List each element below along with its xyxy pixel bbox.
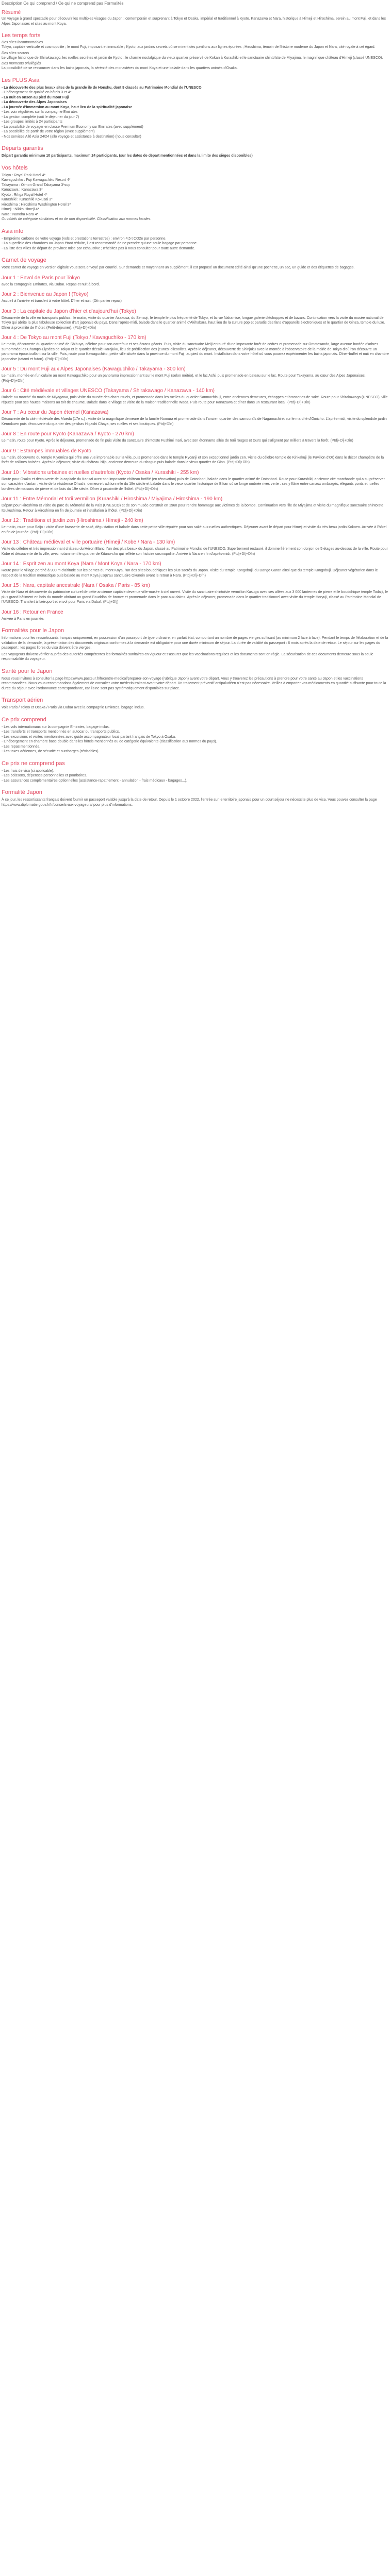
day-text-body: Découverte de la ville en transports publics : le matin, visite du quartier Asakusa, du Sensoji, le temple le plus fréquenté de Tokyo, et la rue Nakamise, longue galerie d'échoppes et de bazars. Continuation vers la visite du musée national de Tokyo qui abrite la plus fabuleuse collection d'art japonais du pays. Dans l'après-midi, balade dans le quartier animé d'Akihabara, haut lieu de la culture pop et paradis des fans d'appareils électroniques et le quartier de Ginza, temple du luxe. Dîner à proximité de l'hôtel. (Petit-déjeuner). — [2, 316, 385, 330]
list-item: - Les taxes aériennes, de sécurité et surcharges (révisables). — [2, 750, 100, 753]
hotels-list — [2, 173, 389, 222]
breadcrumb: Description Ce qui comprend / Ce qui ne comprend pas Formalités — [2, 1, 124, 6]
itinerary-day — [2, 388, 389, 405]
day-meals: (Ptdj+Dîj+Dîn) — [2, 379, 25, 383]
day-text — [2, 374, 389, 383]
day-meals: (Ptdj+Dîj+Dîn) — [135, 487, 158, 491]
day-text-body: La matin, découverte du temple Kiyomizu qui offre une vue imprenable sur la ville, puis promenade dans le temple Ryoanji et son exceptionnel jardin zen. Visite du célèbre temple de Kinkakuji (le Pavillon d'Or) dans le décor champêtre de la forêt de collines boisées. Après le déjeuner, visite du château Nijo, ancienne demeure du shogun puis balade dans le vieux quartier de Gion. — [2, 455, 384, 464]
list-item: - Les excursions et visites mentionnées avec guide accompagnateur local parlant français de Tokyo à Osaka. — [2, 735, 176, 739]
day-text-body: Le matin, route pour Saijo : visite d'une brasserie de saké, dégustation et balade dans cette petite ville réputée pour son saké aux ruelles authentiques. Déjeuner avant le départ pour Himeji et visite du très beau jardin Kokoen. Arrivée à l'hôtel en fin de journée. — [2, 526, 387, 534]
hotel-note: Ou hôtels de catégorie similaires et ou de non disponibilité. Classification aux normes locales. — [2, 217, 152, 221]
plus-title: Les PLUS Asia — [2, 77, 40, 83]
plus-section — [2, 77, 389, 140]
carnet-text: Votre carnet de voyage en version digitale vous sera envoyé par courriel. Sur demande et moyennant un supplément, il est proposé un document édité ainsi qu'une pochette, un sac, un guide et des étiquettes de bagages. — [2, 266, 355, 269]
day-text: Arrivée à Paris en journée. — [2, 617, 44, 621]
carnet-section — [2, 257, 389, 270]
list-item: - La découverte des plus beaux sites de la grande île de Honshu, dont 9 classés au Patrimoine Mondial de l'UNESCO — [2, 86, 202, 90]
sante-text: Nous vous invitons à consulter la page https://www.pasteur.fr/fr/centre-medical/preparer-son-voyage (rubrique Japon) avant votre départ. Vous y trouverez les précautions à prendre pour votre santé au Japon et les vaccinations recommandées. Nous vous recommandons également de consulter votre médecin traitant avant votre départ. Un traitement préventif antipaludéen n'est pas nécessaire. Veillez à emporter vos médicaments en quantité suffisante pour toute la durée du séjour avec l'ordonnance correspondante, car ils ne sont pas systématiquement disponibles sur place. — [2, 676, 386, 690]
highlight-group-text: La possibilité de se ressourcer dans les bains japonais, la sérénité des monastères du mont Koya et une balade dans les quartiers animés d'Osaka. — [2, 66, 238, 70]
day-title: Jour 8 : En route pour Kyoto (Kanazawa / Kyoto - 270 km) — [2, 431, 134, 437]
day-text: Accueil à l'arrivée et transfert à votre hôtel. Dîner et nuit. (Dîn panier repas) — [2, 299, 122, 303]
day-text — [2, 503, 389, 513]
inclus-section — [2, 717, 389, 754]
highlight-group-text: Tokyo, capitale verticale et cosmopolite ; le mont Fuji, imposant et immuable ; Kyoto, aux jardins secrets où se mirent des pavillons aux lignes épurées ; Hiroshima, témoin de l'histoire moderne du Japon et Nara, cité royale à cet égard. — [2, 45, 376, 49]
list-item: - Les frais de visa (si applicable). — [2, 769, 54, 773]
day-meals: (Ptdj+Dîj) — [103, 600, 119, 604]
info-title: Asia info — [2, 228, 24, 234]
list-item: - La possibilité de partir de votre région (avec supplément) — [2, 130, 95, 133]
day-text — [2, 568, 389, 578]
list-item: - La nuit en onsen au pied du mont Fuji — [2, 95, 69, 99]
itinerary-day — [2, 292, 389, 304]
day-meals: (Ptdj+Dîj+Dîn) — [45, 357, 69, 361]
itinerary-day — [2, 609, 389, 622]
highlight-group-title: Des sites incontournables — [2, 41, 43, 44]
day-text — [2, 438, 389, 444]
day-title: Jour 9 : Estampes immuables de Kyoto — [2, 448, 91, 454]
itinerary-day — [2, 275, 389, 287]
day-text-body: Route pour Osaka et découverte de la capitale du Kansai avec son imposante château fortifié (en rénovation) puis de Dotonbori, balade dans le quartier animé de Dotonbori. Route pour Kurashiki, ancienne cité marchande qui a su préserver son caractère d'antan ; visite de la résidence Ohashi, demeure traditionnelle du 18e siècle et balade dans le vieux quartier historique de Bikan où se longe ombrée rives verte : ses y flâne entre canaux ombragés, élégants ponts et ruelles bordées de maisons de pierre et de bois du 19e siècle. Dîner à proximité de l'hôtel. — [2, 477, 385, 491]
day-title: Jour 3 : La capitale du Japon d'hier et d'aujourd'hui (Tokyo) — [2, 308, 136, 314]
hotel-item: Kyoto : Rihga Royal Hotel 4* — [2, 193, 47, 197]
day-text-body: Route pour le village perché à 900 m d'altitude sur les pentes du mont Koya, l'un des sites bouddhiques les plus sacrés du Japon. Visite du temple Kongobuji, du Dango Garan ainsi que du temple Kongobuji. Déjeuner végétarien dans le respect de la tradition monastique puis balade au mont Koya jusqu'au sanctuaire Okunoin avant le retour à Nara. — [2, 569, 378, 578]
day-text — [2, 417, 389, 427]
day-meals: (Ptdj+Dîj+Dîn) — [232, 552, 255, 556]
itinerary-day — [2, 431, 389, 444]
day-text-body: Découverte de la cité médiévale des Maeda (17e s.) : visite de la magnifique demeure de la famille Nomura et promenade dans l'ancien quartier des samouraïs de Nagamachi et sur le marché d'Omicho. L'après-midi, visite du splendide jardin Kenrokuen puis découverte du quartier des geishas Higashi Chaya, ses ruelles et ses boutiques. — [2, 417, 387, 426]
list-item: - L'hébergement de qualité en hôtels 3 et 4* — [2, 91, 72, 94]
day-meals: (Ptdj+Dîj+Dîn) — [30, 530, 54, 534]
itinerary-day — [2, 410, 389, 427]
hotel-item: Kurashiki : Kurashiki Kokusai 3* — [2, 198, 53, 201]
list-item: - L'hébergement en chambre base double dans les hôtels mentionnés ou de catégorie équivalente (classification aux normes du pays). — [2, 740, 217, 743]
itinerary-day — [2, 335, 389, 362]
formalites-japon-text: À ce jour, les ressortissants français doivent fournir un passeport valable jusqu'à la date de retour. Depuis le 1 octobre 2022, l'entrée sur le territoire japonais pour un court séjour ne nécessite plus de visa. Vous pouvez consulter la page https://www.diplomatie.gouv.fr/fr/conseils-aux-voyageurs/ pour plus d'informations. — [2, 798, 377, 807]
itinerary-day — [2, 470, 389, 492]
hotels-title: Vos hôtels — [2, 164, 28, 171]
day-text-body: Le matin, route pour Kyoto. Après le déjeuner, promenade de fin puis visite du sanctuaire shintoïste Fushimi Inari, avec son étonnante allée de torii rouges et tours qui s'alignent par milliers à travers la forêt. — [2, 439, 330, 443]
day-text-body: Visite de Nara et découverte du patrimoine culturel de cette ancienne capitale devenue ville-musée à ciel ouvert. Visite du sanctuaire shintoïste vermillon Kasuga avec ses allées aux 3 000 lanternes de pierre et le bouddhique temple Todaiji, le plus grand bâtiment en bois du monde abritant un grand Bouddha de bronze et promenade dans le parc aux daims. Après le déjeuner, promenade dans le quartier traditionnel avec visite du temple Horyuji, classé au Patrimoine Mondial de l'UNESCO. Transfert à l'aéroport et envol pour Paris via Dubaï. — [2, 590, 388, 604]
list-item: - Les boissons, dépenses personnelles et pourboires. — [2, 774, 87, 777]
day-text-body: Départ pour Hiroshima et visite du parc du Mémorial de la Paix (UNESCO) et de son musée construit en 1960 pour rendre hommage aux victimes de la bombe. Continuation vers l'île de Miyajima et visite du magnifique sanctuaire shintoïste Itsukushima. Retour à Hiroshima en fin de journée et installation à l'hôtel. — [2, 504, 384, 513]
list-item: - Les vols internationaux sur la compagnie Emirates, bagage inclus. — [2, 725, 110, 729]
day-title: Jour 10 : Vibrations urbaines et ruelles d'autrefois (Kyoto / Osaka / Kurashiki - 255 km) — [2, 469, 199, 476]
hotel-item: Kanazawa : Kanazawa 3* — [2, 188, 43, 192]
itinerary-day — [2, 496, 389, 513]
intro-section — [2, 10, 389, 26]
departures-title: Départs garantis — [2, 145, 43, 151]
day-text — [2, 477, 389, 492]
day-text-body: Le matin, découverte du quartier animé de Shibuya, célèbre pour son carrefour et ses écrans géants. Puis, visite du sanctuaire Meiji entouré d'une imposante forêt de cèdres et promenade sur Omotesando, large avenue bordée d'arbres surnommée les Champs-Élysées de Tokyo et le quartier décalé Harajuku, lieu de prédilection des jeunes lolicoolists. Après le déjeuner, découverte de Shinjuku avec la montée à l'observatoire de la mairie de Tokyo d'où l'on découvre un panorama époustouflant sur la ville. Puis, route pour Kawaguchiko, petite ville située dans la province du mont Fuji, au pied du mont. Installation dans votre hôtel où vous pourrez expérimenter les bains japonais. Dîner-buffet et nuit en chambre japonaise (tatami et futon). — [2, 343, 389, 361]
highlights-title: Les temps forts — [2, 32, 41, 39]
highlight-group-title: Des sites secrets — [2, 51, 29, 55]
day-title: Jour 1 : Envol de Paris pour Tokyo — [2, 275, 80, 281]
list-item: - La possibilité de voyager en classe Premium Economy sur Emirates (avec supplément) — [2, 125, 143, 129]
itinerary-section — [2, 275, 389, 622]
day-title: Jour 15 : Nara, capitale ancestrale (Nara / Osaka / Paris - 85 km) — [2, 583, 150, 588]
info-list — [2, 236, 389, 251]
transport-title: Transport aérien — [2, 697, 43, 703]
page — [0, 0, 391, 807]
hotel-item: Himeji : Nikko Himeji 4* — [2, 208, 39, 211]
non-inclus-title: Ce prix ne comprend pas — [2, 760, 65, 767]
day-text — [2, 316, 389, 331]
transport-text: Vols Paris / Tokyo et Osaka / Paris via Dubaï avec la compagnie Emirates, bagage inclus. — [2, 706, 145, 709]
day-meals: (Ptdj+Dîj+Dîn) — [330, 439, 353, 443]
plus-list — [2, 86, 389, 140]
formalites-france-text: Informations pour les ressortissants français uniquement, en possession d'un passeport de type ordinaire, en parfait état, comportant un nombre de pages vierges suffisant (au minimum 2 face à face). Pendant le temps de l'élaboration et de la validation de la demande, la présentation des documents originaux conformes à la demande est obligatoire pour une durée minimum de séjour. La durée de validité du passeport : 6 mois après la date de retour. Le séjour sur les pages du passeport : les pages libres du visa doivent être vierges. — [2, 636, 388, 650]
day-title: Jour 14 : Esprit zen au mont Koya (Nara / Mont Koya / Nara - 170 km) — [2, 561, 161, 567]
hotel-item: Tokyo : Royal Park Hotel 4* — [2, 173, 46, 177]
day-text-body: Balade au marché du matin de Miyagawa, puis visite du musée des chars rituels, et promenade dans les ruelles du quartier Sanmachisuji, entre anciennes demeures, échoppes et brasseries de saké. Route pour Shirakawago (UNESCO), ville réputée pour ses hautes maisons au toit de chaume. Balade dans le village et visite de la maison traditionnelle Wada. Puis route pour Kanazawa et dîner dans un restaurant local. — [2, 396, 388, 404]
formalites-france-section — [2, 628, 389, 662]
list-item: - Nos services Allô Asia 24/24 (allo voyage et assistance à destination) (nous consulter) — [2, 134, 141, 139]
day-text — [2, 395, 389, 405]
list-item: - Les transferts et transports mentionnés en autocar ou transports publics. — [2, 730, 120, 734]
day-text-body: Le matin, montée en funiculaire au mont Kawaguchiko pour un panorama impressionnant sur le mont Fuji (selon météo), et le lac Ashi, puis promenade en bateau sur le lac. Route pour Takayama, au cœur des Alpes Japonaises. — [2, 374, 366, 378]
day-title: Jour 7 : Au cœur du Japon éternel (Kanazawa) — [2, 410, 109, 415]
itinerary-day — [2, 539, 389, 556]
day-text: avec la compagnie Emirates, via Dubaï. Repas et nuit à bord. — [2, 282, 100, 286]
list-item: - La journée d'immersion au mont Koya, haut lieu de la spiritualité japonaise — [2, 105, 133, 109]
list-item: - La découverte des Alpes Japonaises — [2, 100, 67, 104]
day-title: Jour 13 : Château médiéval et ville portuaire (Himeji / Kobe / Nara - 130 km) — [2, 539, 175, 545]
list-item: - Les repas mentionnés. — [2, 744, 41, 749]
itinerary-day — [2, 583, 389, 605]
info-section — [2, 228, 389, 251]
highlight-group-text: Le village historique de Shirakawago, les ruelles secrètes et jardin de Kyoto ; le charme nostalgique du vieux quartier préservé de Kokan à Kurashiki et le sanctuaire shintoïste de Miyajima, le magnifique château d'Himeji (classé UNESCO). — [2, 56, 383, 60]
inclus-list — [2, 725, 389, 754]
day-text — [2, 455, 389, 465]
day-title: Jour 6 : Cité médiévale et villages UNESCO (Takayama / Shirakawago / Kanazawa - 140 km) — [2, 388, 215, 394]
list-item: - Les groupes limités à 24 participants — [2, 120, 62, 124]
day-meals: (Ptdj+Dîn) — [157, 422, 174, 426]
formalites-japon-section — [2, 789, 389, 807]
day-text — [2, 342, 389, 362]
hotel-item: Nara : Nanoha Nara 4* — [2, 212, 39, 216]
hotels-section — [2, 165, 389, 222]
highlights-section — [2, 32, 389, 71]
hotel-item: Takayama : Oimon Grand Takayama 3*sup — [2, 183, 71, 187]
day-title: Jour 5 : Du mont Fuji aux Alpes Japonaises (Kawaguchiko / Takayama - 300 km) — [2, 366, 186, 372]
hotel-item: Kawaguchiko : Fuji Kawaguchiko Resort 4* — [2, 178, 71, 182]
list-item: - La gestion complète (soit le déjeuner du jour 7) — [2, 115, 79, 119]
formalites-france-title: Formalités pour le Japon — [2, 628, 64, 634]
formalites-france-note: Les voyageurs doivent vérifier auprès des autorités compétentes les formalités sanitaires en vigueur et s'assurer que les vaccinations requises et les documents sont en règle. La sécurisation de ces documents demeure sous la seule responsabilité du voyageur. — [2, 652, 373, 661]
intro-title: Résumé — [2, 10, 21, 15]
transport-section — [2, 697, 389, 710]
day-meals: (Ptdj+Dîj+Dîn) — [183, 573, 206, 578]
info-item: - La superficie des chambres au Japon étant réduite, il est recommandé de ne prendre qu'une seule bagage par personne. — [2, 242, 198, 245]
sante-section — [2, 668, 389, 691]
itinerary-day — [2, 309, 389, 331]
list-item: - Les assurances complémentaires optionnelles (assistance-rapatriement - annulation - frais médicaux - bagages...). — [2, 778, 187, 783]
formalites-japon-title: Formalité Japon — [2, 789, 42, 795]
day-meals: (Ptdj+Dîj+Dîn) — [119, 509, 142, 513]
day-meals: (Ptdj+Dîj+Dîn) — [287, 400, 311, 404]
day-title: Jour 11 : Entre Mémorial et torii vermillon (Kurashiki / Hiroshima / Miyajima / Hiroshima - 190 km) — [2, 496, 223, 502]
inclus-title: Ce prix comprend — [2, 716, 46, 723]
itinerary-day — [2, 366, 389, 383]
intro-text: Un voyage à grand spectacle pour découvrir les multiples visages du Japon : contemporain et surprenant à Tokyo et Osaka, impérial et traditionnel à Kyoto. Kanazawa et Nara, historique à Himeji et Hiroshima, serein au mont Fuji, et dans les Alpes Japonaises et sites au mont Koya. — [2, 17, 386, 26]
day-text — [2, 590, 389, 605]
departures-section — [2, 145, 389, 159]
day-meals: (Ptdj+Dîj+Dîn) — [226, 461, 250, 464]
day-title: Jour 12 : Traditions et jardin zen (Hiroshima / Himeji - 240 km) — [2, 518, 143, 523]
non-inclus-list — [2, 769, 389, 784]
itinerary-day — [2, 518, 389, 535]
itinerary-day — [2, 448, 389, 465]
day-title: Jour 16 : Retour en France — [2, 609, 63, 615]
list-item: - Les voix régulières sur la compagnie Emirates — [2, 110, 78, 114]
day-meals: (Ptdj+Dîj+Dîn) — [73, 326, 96, 330]
info-item: - Empreinte carbone de votre voyage (vols et prestations terrestres) : environ 4,5 t CO2e par personne. — [2, 236, 167, 241]
carnet-title: Carnet de voyage — [2, 257, 46, 263]
hotel-item: Hiroshima : Hiroshima Washington Hotel 3* — [2, 202, 71, 207]
day-text — [2, 525, 389, 535]
day-text — [2, 547, 389, 556]
highlight-group-title: Des moments privilégiés — [2, 62, 41, 65]
non-inclus-section — [2, 760, 389, 784]
day-title: Jour 4 : De Tokyo au mont Fuji (Tokyo / Kawaguchiko - 170 km) — [2, 335, 146, 341]
day-title: Jour 2 : Bienvenue au Japon ! (Tokyo) — [2, 292, 89, 297]
info-item: - La liste des villes de départ de province mise par exhaustive ; n'hésitez pas à nous consulter pour toute autre demande. — [2, 246, 196, 250]
day-text-body: Visite du célèbre et très impressionnant château du Héron Blanc, l'un des plus beaux du Japon, classé au Patrimoine Mondial de l'UNESCO. Superbement restauré, il domine fièrement son donjon de 5 étages au-dessus de la ville. Route pour Kobe et découverte de la ville, avec notamment le quartier de Kitano-cho qui reflète son histoire cosmopolite. Arrivée à Nara en fin d'après-midi. — [2, 547, 388, 556]
departures-text: Départ garantis minimum 10 participants, maximum 24 participants. (sur les dates de départ mentionnées et dans la limite des sièges disponibles) — [2, 154, 253, 158]
itinerary-day — [2, 561, 389, 578]
sante-title: Santé pour le Japon — [2, 668, 53, 674]
